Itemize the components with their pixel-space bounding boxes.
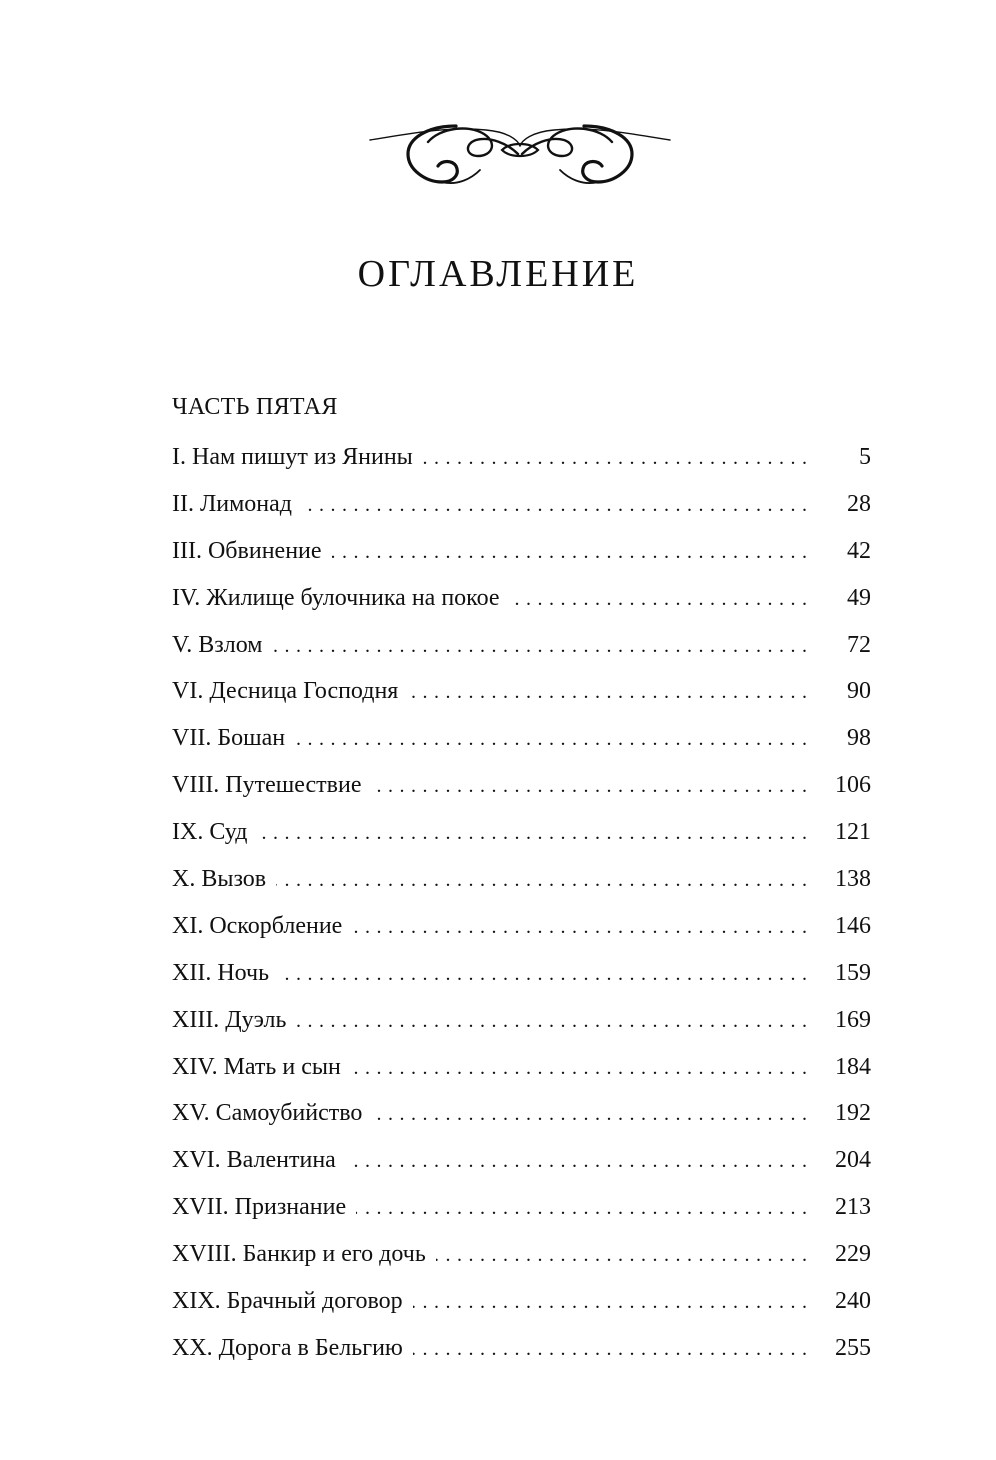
toc-entry-title: III. Обвинение — [172, 537, 322, 564]
toc-entry-title: VIII. Путешествие — [172, 772, 362, 799]
toc-leader-dots — [510, 576, 807, 623]
toc-page-number: 159 — [835, 959, 871, 986]
toc-entry[interactable] — [172, 668, 871, 715]
toc-entry-title: XV. Самоубийство — [172, 1100, 363, 1127]
toc-entry-title: XIII. Дуэль — [172, 1006, 287, 1033]
toc-entry[interactable] — [172, 950, 871, 997]
toc-leader-dots — [272, 623, 807, 670]
toc-page-number: 49 — [847, 584, 871, 611]
section-heading: ЧАСТЬ ПЯТАЯ — [172, 394, 338, 420]
toc-entry-title: XI. Оскорбление — [172, 912, 343, 939]
toc-page-number: 5 — [859, 444, 871, 470]
toc-leader-dots — [276, 857, 807, 904]
toc-page-number: 204 — [835, 1147, 871, 1174]
toc-entry[interactable] — [172, 528, 871, 575]
toc-entry[interactable] — [172, 1278, 871, 1325]
toc-leader-dots — [296, 998, 807, 1045]
toc-page-number: 138 — [835, 866, 871, 893]
toc-leader-dots — [352, 904, 807, 951]
toc-entry-title: VII. Бошан — [172, 725, 286, 752]
flourish-ornament-icon — [368, 112, 672, 192]
toc-page-number: 229 — [835, 1241, 871, 1268]
page-title: ОГЛАВЛЕНИЕ — [357, 253, 639, 295]
toc-leader-dots — [371, 763, 807, 810]
toc-page-number: 146 — [835, 912, 871, 939]
toc-entry[interactable] — [172, 481, 871, 528]
toc-entry-title: V. Взлом — [172, 631, 263, 658]
toc-entry-title: XVII. Признание — [172, 1194, 347, 1221]
toc-entry[interactable] — [172, 1137, 871, 1184]
toc-leader-dots — [346, 1138, 807, 1185]
toc-leader-dots — [257, 810, 807, 857]
toc-page-number: 121 — [835, 819, 871, 846]
toc-entry-title: XIV. Мать и сын — [172, 1053, 341, 1080]
toc-entry-title: IX. Суд — [172, 819, 248, 846]
toc-entry-title: XVI. Валентина — [172, 1147, 336, 1174]
toc-entry[interactable] — [172, 1231, 871, 1278]
toc-entry-title: XX. Дорога в Бельгию — [172, 1334, 403, 1361]
toc-entry[interactable] — [172, 1044, 871, 1091]
toc-page-number: 255 — [835, 1334, 871, 1361]
toc-leader-dots — [423, 435, 807, 482]
toc-page-number: 90 — [847, 678, 871, 705]
toc-entry[interactable] — [172, 903, 871, 950]
toc-entry-title: I. Нам пишут из Янины — [172, 444, 413, 470]
toc-leader-dots — [332, 529, 807, 576]
toc-entry-title: XVIII. Банкир и его дочь — [172, 1241, 426, 1268]
toc-page-number: 184 — [835, 1053, 871, 1080]
toc-entry-title: X. Вызов — [172, 866, 267, 893]
toc-page-number: 192 — [835, 1100, 871, 1127]
toc-entry-title: VI. Десница Господня — [172, 678, 399, 705]
toc-leader-dots — [408, 669, 807, 716]
toc-entry[interactable] — [172, 715, 871, 762]
toc-page-number: 240 — [835, 1288, 871, 1315]
toc-leader-dots — [356, 1185, 807, 1232]
toc-entry[interactable] — [172, 1325, 871, 1372]
toc-page-number: 213 — [835, 1194, 871, 1221]
toc-entry[interactable] — [172, 809, 871, 856]
table-of-contents — [172, 434, 871, 1372]
toc-page-number: 72 — [847, 631, 871, 658]
toc-entry-title: XIX. Брачный договор — [172, 1288, 403, 1315]
toc-page-number: 42 — [847, 537, 871, 564]
toc-page-number: 28 — [847, 490, 871, 517]
toc-leader-dots — [372, 1091, 807, 1138]
toc-entry[interactable] — [172, 856, 871, 903]
toc-leader-dots — [295, 716, 807, 763]
toc-entry[interactable] — [172, 1090, 871, 1137]
toc-entry[interactable] — [172, 622, 871, 669]
toc-entry[interactable] — [172, 575, 871, 622]
toc-entry[interactable] — [172, 434, 871, 481]
toc-leader-dots — [279, 951, 807, 998]
toc-entry-title: IV. Жилище булочника на покое — [172, 584, 500, 611]
toc-entry-title: II. Лимонад — [172, 490, 292, 517]
toc-leader-dots — [413, 1326, 807, 1373]
toc-page-number: 98 — [847, 725, 871, 752]
toc-leader-dots — [351, 1045, 807, 1092]
toc-page-number: 106 — [835, 772, 871, 799]
toc-leader-dots — [413, 1279, 807, 1326]
toc-page-number: 169 — [835, 1006, 871, 1033]
toc-entry[interactable] — [172, 997, 871, 1044]
toc-entry[interactable] — [172, 762, 871, 809]
toc-entry[interactable] — [172, 1184, 871, 1231]
toc-leader-dots — [436, 1232, 807, 1279]
toc-leader-dots — [302, 482, 807, 529]
toc-entry-title: XII. Ночь — [172, 959, 270, 986]
